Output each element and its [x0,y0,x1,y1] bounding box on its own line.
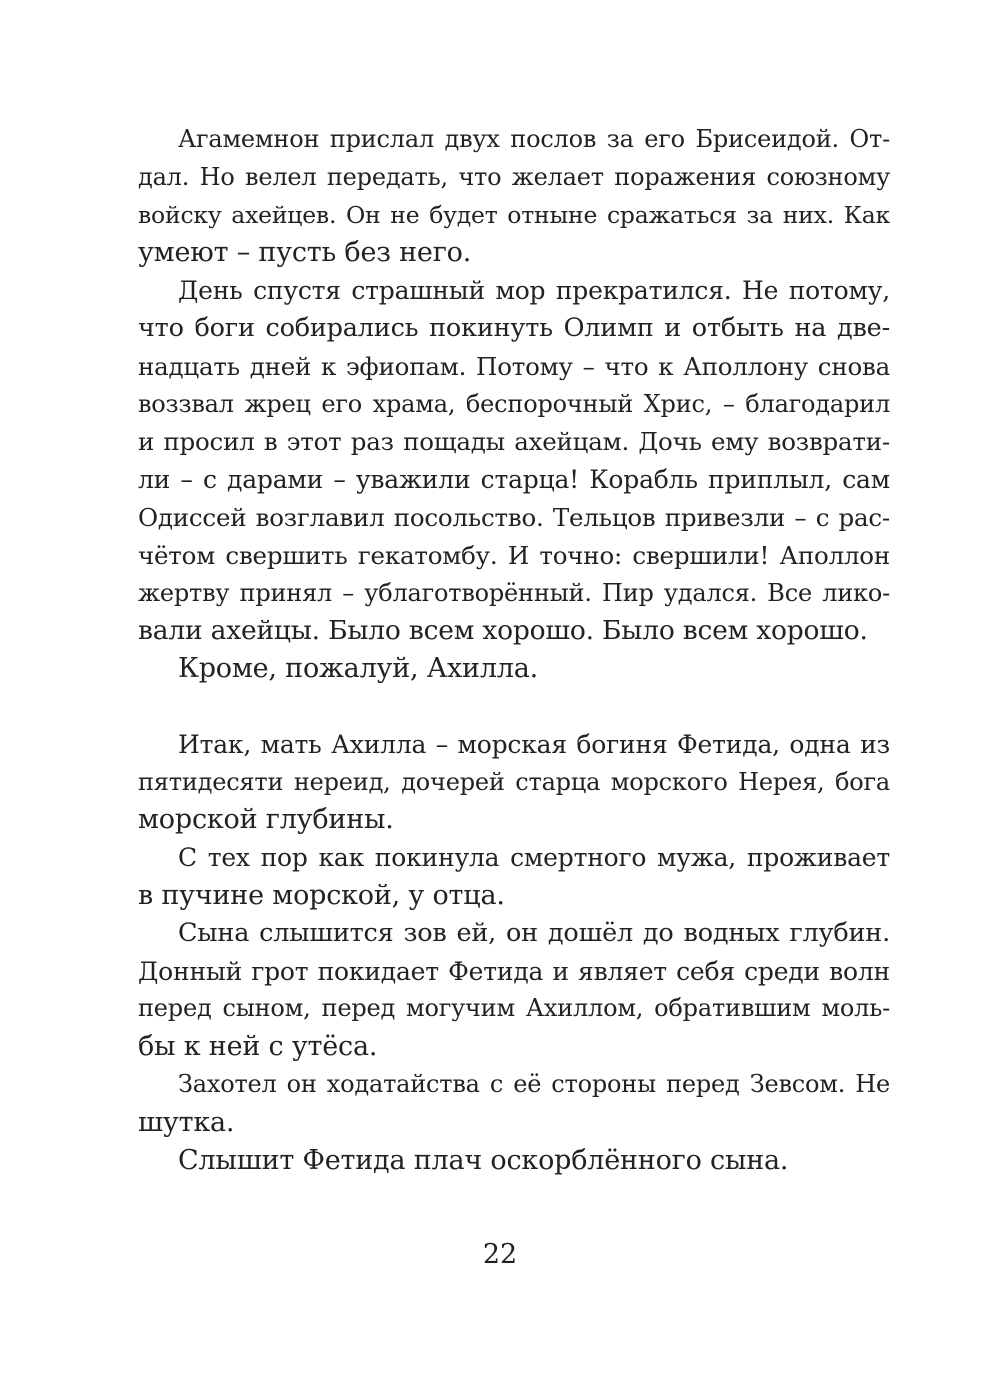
text-line: бы к ней с утёса. [138,1031,378,1063]
text-line: что боги собирались покинуть Олимп и отбыть на две- [138,312,890,343]
text-line: надцать дней к эфиопам. Потому – что к Аполлону снова [138,351,890,381]
text-line: Агамемнон прислал двух послов за его Брисеидой. От- [178,125,890,153]
section-break [138,688,890,726]
text-line: Донный грот покидает Фетида и являет себя среди волн [138,956,890,986]
text-line: Сына слышится зов ей, он дошёл до водных глубин. [178,917,890,948]
text-line: шутка. [138,1106,235,1138]
text-line: Захотел он ходатайства с её стороны перед Зевсом. Не [178,1069,890,1098]
text-line: дал. Но велел передать, что желает поражения союзному [138,162,890,191]
paragraph-5 [138,839,890,915]
text-line: С тех пор как покинула смертного мужа, проживает [178,843,890,873]
text-line: в пучине морской, у отца. [138,879,505,911]
page-number: 22 [482,1239,518,1270]
paragraph-4 [138,726,890,839]
text-line: Слышит Фетида плач оскорблённого сына. [178,1144,789,1176]
text-line: ли – с дарами – уважили старца! Корабль приплыл, сам [138,465,890,495]
text-line: пятидесяти нереид, дочерей старца морского Нерея, бога [138,767,890,796]
paragraph-2 [138,272,890,650]
text-line: умеют – пусть без него. [138,237,472,269]
text-line: воззвал жрец его храма, беспорочный Хрис, – благодарил [138,389,890,418]
paragraph-3 [138,650,890,688]
paragraph-1 [138,121,890,272]
text-line: Одиссей возглавил посольство. Тельцов привезли – с рас- [138,502,890,532]
text-line: войску ахейцев. Он не будет отныне сражаться за них. Как [138,200,890,229]
text-line: вали ахейцы. Было всем хорошо. Было всем хорошо. [138,615,868,647]
text-line: День спустя страшный мор прекратился. Не потому, [178,276,890,306]
paragraph-6 [138,915,890,1066]
text-line: жертву принял – ублаготворённый. Пир удался. Все лико- [138,578,890,607]
text-line: Итак, мать Ахилла – морская богиня Фетида, одна из [178,729,890,759]
text-line: и просил в этот раз пощады ахейцам. Дочь ему возврати- [138,427,890,457]
page-body [138,121,890,1179]
paragraph-7 [138,1066,890,1142]
text-line: Кроме, пожалуй, Ахилла. [178,653,539,685]
paragraph-8 [138,1142,890,1180]
text-line: морской глубины. [138,804,394,836]
text-line: чётом свершить гекатомбу. И точно: свершили! Аполлон [138,540,890,570]
text-line: перед сыном, перед могучим Ахиллом, обратившим моль- [138,994,890,1023]
